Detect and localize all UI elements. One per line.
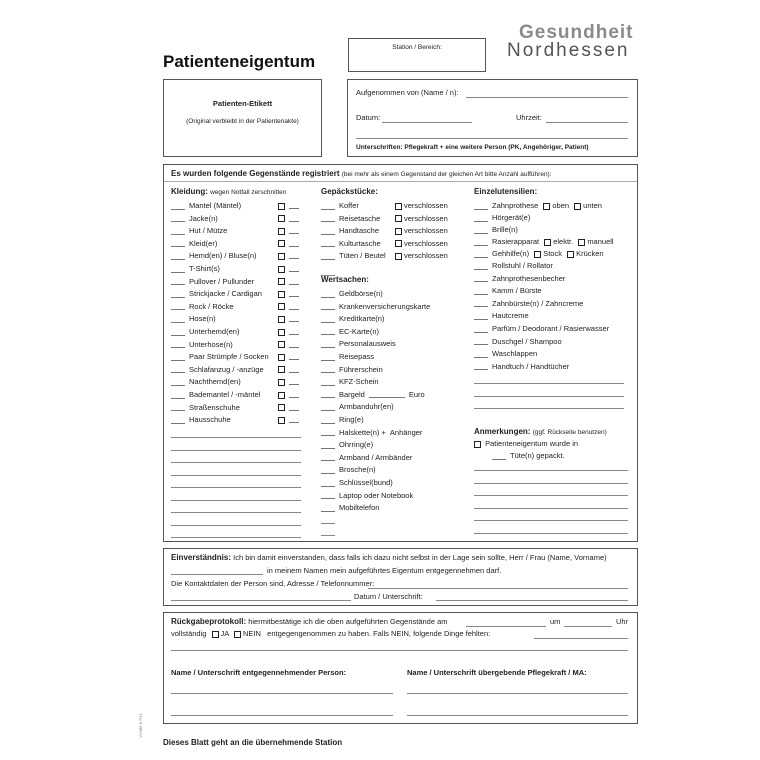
remarks-line[interactable]: [474, 520, 628, 521]
consent-line3: Die Kontaktdaten der Person sind, Adresse / Telefonnummer:: [171, 579, 375, 588]
list-item[interactable]: Koffer verschlossen: [321, 201, 359, 211]
list-item[interactable]: Ring(e): [321, 415, 364, 425]
remarks-line[interactable]: [474, 495, 628, 496]
checkbox-cut[interactable]: [278, 289, 299, 299]
checkbox-cut[interactable]: [278, 226, 299, 236]
checkbox-cut[interactable]: [278, 251, 299, 261]
contact-field[interactable]: [368, 588, 628, 589]
giver-label: Name / Unterschrift übergebende Pflegekraft / MA:: [407, 668, 587, 677]
locked-checkbox[interactable]: verschlossen: [395, 251, 448, 261]
list-item[interactable]: EC-Karte(n): [321, 327, 379, 337]
list-item[interactable]: Zahnbürste(n) / Zahncreme: [474, 299, 583, 309]
remarks-line[interactable]: [474, 470, 628, 471]
list-item[interactable]: Bademantel / -mäntel: [171, 390, 311, 400]
list-item[interactable]: Zahnprothesenbecher: [474, 274, 565, 284]
consent-name-field[interactable]: [171, 574, 263, 575]
missing-field-2[interactable]: [171, 650, 628, 651]
list-item[interactable]: Schlüssel(bund): [321, 478, 393, 488]
missing-field-1[interactable]: [534, 638, 628, 639]
patient-label-box[interactable]: [163, 79, 322, 157]
blank-line[interactable]: [171, 525, 301, 526]
luggage-heading: Gepäckstücke:: [321, 187, 378, 196]
items-box: [163, 164, 638, 542]
list-item[interactable]: Armbanduhr(en): [321, 402, 394, 412]
list-item[interactable]: Krankenversicherungskarte: [321, 302, 430, 312]
consent-line2: in meinem Namen mein aufgeführtes Eigentum entgegennehmen darf.: [267, 566, 502, 575]
received-by-field[interactable]: [466, 97, 628, 98]
list-item[interactable]: Rock / Röcke: [171, 302, 311, 312]
list-item[interactable]: Hemd(en) / Bluse(n): [171, 251, 311, 261]
station-field[interactable]: [348, 38, 486, 72]
blank-line[interactable]: [171, 537, 301, 538]
checkbox-cut[interactable]: [278, 277, 299, 287]
list-item[interactable]: Strickjacke / Cardigan: [171, 289, 311, 299]
list-item[interactable]: Mantel (Mäntel): [171, 201, 311, 211]
checkbox-cut[interactable]: [278, 352, 299, 362]
checkbox-cut[interactable]: [278, 264, 299, 274]
blank-line[interactable]: [171, 512, 301, 513]
consent-box: [163, 548, 638, 606]
checkbox-cut[interactable]: [278, 377, 299, 387]
checkbox-cut[interactable]: [278, 302, 299, 312]
remarks-heading: Anmerkungen: (ggf. Rückseite benutzen): [474, 427, 607, 436]
time-label: Uhrzeit:: [516, 113, 542, 122]
clothing-heading: Kleidung: wegen Notfall zerschnitten: [171, 187, 287, 196]
list-item[interactable]: Geldbörse(n): [321, 289, 383, 299]
consent-signature-field[interactable]: [436, 600, 628, 601]
checkbox-cut[interactable]: [278, 415, 299, 425]
list-item[interactable]: Hausschuhe: [171, 415, 311, 425]
list-item[interactable]: Duschgel / Shampoo: [474, 337, 562, 347]
razor-row[interactable]: Rasierapparat elektr. manuell: [474, 237, 614, 247]
checkbox-cut[interactable]: [278, 340, 299, 350]
receiver-field-2[interactable]: [171, 715, 393, 716]
list-item[interactable]: Führerschein: [321, 365, 383, 375]
list-item[interactable]: Reisepass: [321, 352, 374, 362]
list-item[interactable]: Schlafanzug / -anzüge: [171, 365, 311, 375]
return-um: um: [550, 617, 561, 626]
list-item[interactable]: Armband / Armbänder: [321, 453, 412, 463]
list-item[interactable]: Rollstuhl / Rollator: [474, 261, 553, 271]
list-item[interactable]: Kleid(er): [171, 239, 311, 249]
list-item[interactable]: Bargeld Euro: [321, 390, 425, 400]
page-title: Patienteneigentum: [163, 52, 316, 71]
signature-label: Unterschriften: Pflegekraft + eine weitere Person (PK, Angehöriger, Patient): [356, 144, 589, 151]
list-item[interactable]: Nachthemd(en): [171, 377, 311, 387]
blank-line[interactable]: [171, 462, 301, 463]
list-item[interactable]: Hautcreme: [474, 311, 529, 321]
patient-label-subtitle: (Original verbleibt in der Patientenakte): [186, 118, 299, 125]
blank-line[interactable]: [171, 450, 301, 451]
checkbox-cut[interactable]: [278, 390, 299, 400]
received-box: [347, 79, 638, 157]
list-item[interactable]: Waschlappen: [474, 349, 537, 359]
footer-note: Dieses Blatt geht an die übernehmende Station: [163, 738, 343, 747]
consent-line4: Datum / Unterschrift:: [354, 592, 423, 601]
patient-label-title: Patienten-Etikett: [212, 99, 273, 108]
remarks-line[interactable]: [474, 533, 628, 534]
return-line1: Rückgabeprotokoll: hiermitbestätige ich die oben aufgeführten Gegenstände am: [171, 617, 448, 626]
dentures-row[interactable]: Zahnprothese oben unten: [474, 201, 602, 211]
items-heading: Es wurden folgende Gegenstände registriert (bei mehr als einem Gegenstand der gleichen Art bitte Anzahl aufführen):: [171, 169, 552, 178]
list-item[interactable]: Unterhose(n): [171, 340, 311, 350]
list-item[interactable]: Reisetasche verschlossen: [321, 214, 380, 224]
blank-line[interactable]: [171, 437, 301, 438]
locked-checkbox[interactable]: verschlossen: [395, 226, 448, 236]
remarks-line[interactable]: [474, 483, 628, 484]
blank-line[interactable]: [321, 523, 335, 524]
valuables-heading: Wertsachen:: [321, 275, 369, 284]
return-date-field[interactable]: [466, 626, 546, 627]
checkbox-cut[interactable]: [278, 201, 299, 211]
list-item[interactable]: Handtuch / Handtücher: [474, 362, 569, 372]
glasses-row[interactable]: Brille(n): [474, 225, 518, 235]
blank-line[interactable]: [321, 535, 335, 536]
blank-line[interactable]: [474, 408, 624, 409]
checkbox-cut[interactable]: [278, 365, 299, 375]
list-item[interactable]: T-Shirt(s): [171, 264, 311, 274]
list-item[interactable]: Hose(n): [171, 314, 311, 324]
consent-date-field-a[interactable]: [171, 600, 351, 601]
list-item[interactable]: Mobiltelefon: [321, 503, 379, 513]
giver-field-1[interactable]: [407, 693, 628, 694]
side-code: VVS86 8 7/12: [138, 713, 143, 738]
list-item[interactable]: Parfüm / Deodorant / Rasierwasser: [474, 324, 609, 334]
checkbox-cut[interactable]: [278, 214, 299, 224]
locked-checkbox[interactable]: verschlossen: [395, 214, 448, 224]
checkbox-cut[interactable]: [278, 403, 299, 413]
list-item[interactable]: Handtasche verschlossen: [321, 226, 379, 236]
list-item[interactable]: Kulturtasche verschlossen: [321, 239, 381, 249]
return-line2: vollständig JA NEIN entgegengenommen zu haben. Falls NEIN, folgende Dinge fehlten:: [171, 629, 491, 638]
walker-row[interactable]: Gehhilfe(n) Stock Krücken: [474, 249, 604, 259]
return-time-field[interactable]: [564, 626, 612, 627]
date-label: Datum:: [356, 113, 381, 122]
blank-line[interactable]: [171, 500, 301, 501]
list-item[interactable]: Personalausweis: [321, 339, 396, 349]
list-item[interactable]: Kamm / Bürste: [474, 286, 542, 296]
checkbox-cut[interactable]: [278, 239, 299, 249]
list-item[interactable]: Jacke(n): [171, 214, 311, 224]
list-item[interactable]: Tüten / Beutel verschlossen: [321, 251, 386, 261]
signature-field[interactable]: [356, 138, 628, 139]
list-item[interactable]: Hut / Mütze: [171, 226, 311, 236]
checkbox-cut[interactable]: [278, 314, 299, 324]
blank-line[interactable]: [474, 396, 624, 397]
list-item[interactable]: Laptop oder Notebook: [321, 491, 413, 501]
locked-checkbox[interactable]: verschlossen: [395, 201, 448, 211]
list-item[interactable]: Kreditkarte(n): [321, 314, 384, 324]
list-item[interactable]: Brosche(n): [321, 465, 376, 475]
station-label: Station / Bereich:: [392, 44, 442, 51]
date-field[interactable]: [382, 122, 472, 123]
list-item[interactable]: KFZ-Schein: [321, 377, 379, 387]
locked-checkbox[interactable]: verschlossen: [395, 239, 448, 249]
receiver-label: Name / Unterschrift entgegennehmender Person:: [171, 668, 347, 677]
remarks-line1[interactable]: Patienteneigentum wurde in: [474, 439, 578, 449]
blank-line[interactable]: [474, 383, 624, 384]
list-item[interactable]: Straßenschuhe: [171, 403, 311, 413]
consent-line1: Einverständnis: Ich bin damit einverstanden, dass falls ich dazu nicht selbst in der Lage sein sollte, Herr / Frau (Name, Vorname): [171, 553, 607, 562]
brand-logo-line2: Nordhessen: [507, 40, 630, 61]
blank-line[interactable]: [171, 487, 301, 488]
single-heading: Einzelutensilien:: [474, 187, 538, 196]
list-item[interactable]: Unterhemd(en): [171, 327, 311, 337]
receiver-field-1[interactable]: [171, 693, 393, 694]
list-item[interactable]: Halskette(n) + Anhänger: [321, 428, 422, 438]
remarks-line[interactable]: [474, 508, 628, 509]
brand-logo-line1: Gesundheit: [519, 22, 634, 43]
divider: [164, 181, 637, 182]
checkbox-cut[interactable]: [278, 327, 299, 337]
received-by-label: Aufgenommen von (Name / n):: [356, 88, 459, 97]
list-item[interactable]: Ohrring(e): [321, 440, 373, 450]
return-box: [163, 612, 638, 724]
blank-line[interactable]: [171, 475, 301, 476]
remarks-line2[interactable]: Tüte(n) gepackt.: [492, 451, 565, 461]
list-item[interactable]: Paar Strümpfe / Socken: [171, 352, 311, 362]
return-uhr: Uhr: [616, 617, 629, 626]
giver-field-2[interactable]: [407, 715, 628, 716]
hearing-row[interactable]: Hörgerät(e): [474, 213, 530, 223]
list-item[interactable]: Pullover / Pullunder: [171, 277, 311, 287]
time-field[interactable]: [546, 122, 628, 123]
